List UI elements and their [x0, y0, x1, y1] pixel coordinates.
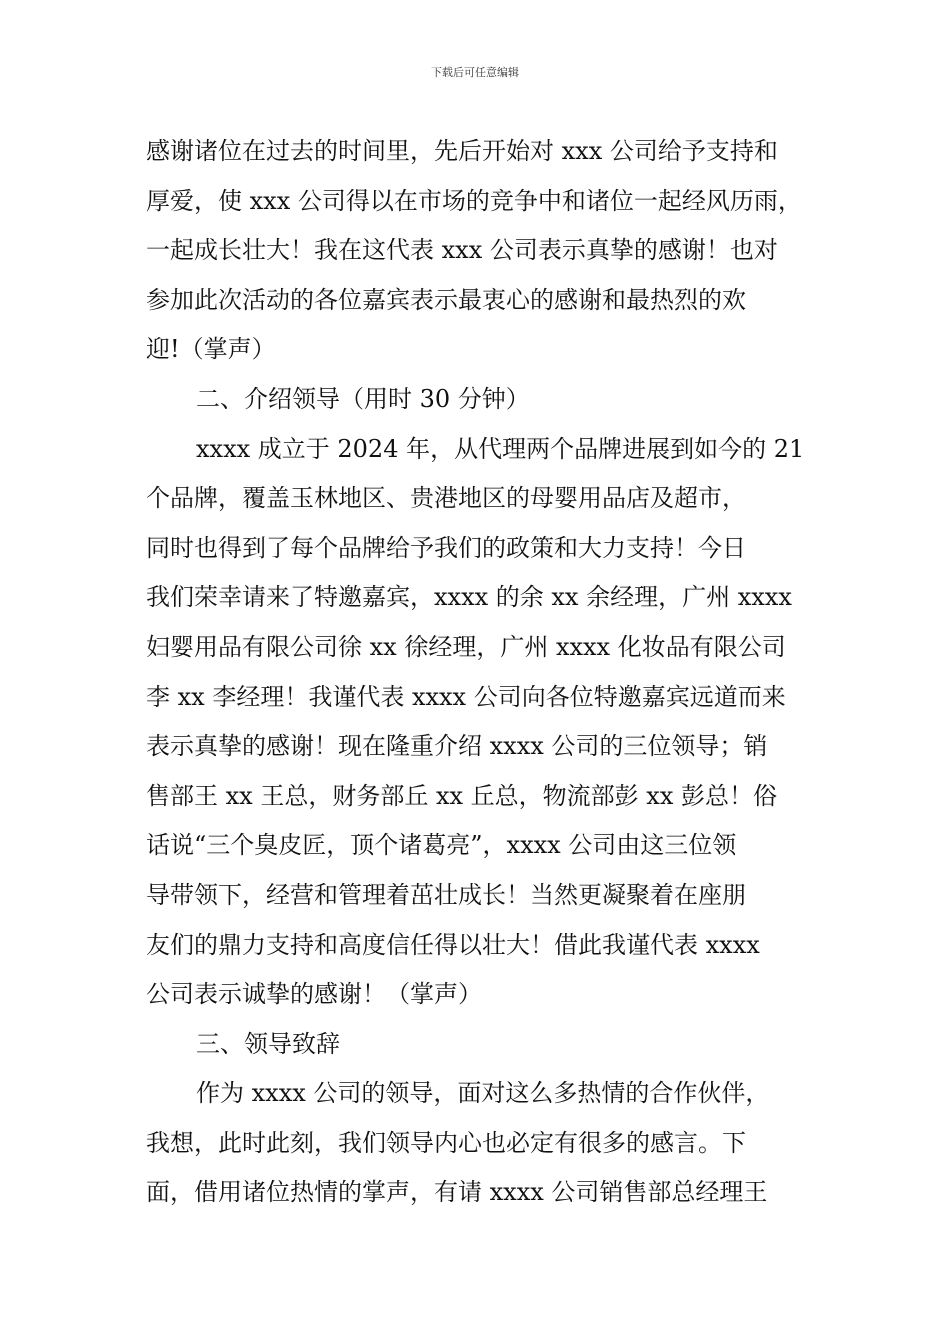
text-line: 售部王 xx 王总，财务部丘 xx 丘总，物流部彭 xx 彭总！俗: [146, 781, 777, 810]
text-line: 三、领导致辞: [196, 1029, 340, 1058]
text-line: 作为 xxxx 公司的领导，面对这么多热情的合作伙伴，: [196, 1079, 770, 1108]
text-line: 面，借用诸位热情的掌声，有请 xxxx 公司销售部总经理王: [146, 1178, 768, 1207]
text-line: 话说“三个臭皮匠，顶个诸葛亮”，xxxx 公司由这三位领: [146, 831, 737, 860]
text-line: 一起成长壮大！我在这代表 xxx 公司表示真挚的感谢！也对: [146, 236, 778, 265]
text-line: 我们荣幸请来了特邀嘉宾，xxxx 的余 xx 余经理，广州 xxxx: [146, 583, 792, 612]
text-line: 妇婴用品有限公司徐 xx 徐经理，广州 xxxx 化妆品有限公司: [146, 632, 786, 661]
text-line: 感谢诸位在过去的时间里，先后开始对 xxx 公司给予支持和: [146, 137, 778, 165]
text-line: 导带领下，经营和管理着茁壮成长！当然更凝聚着在座朋: [146, 880, 746, 909]
text-line: 表示真挚的感谢！现在隆重介绍 xxxx 公司的三位领导；销: [146, 732, 768, 761]
text-line: xxxx 成立于 2024 年，从代理两个品牌进展到如今的 21: [196, 434, 805, 463]
text-line: 同时也得到了每个品牌给予我们的政策和大力支持！今日: [146, 533, 746, 562]
text-line: 厚爱，使 xxx 公司得以在市场的竞争中和诸位一起经风历雨，: [146, 186, 802, 215]
text-line: 二、介绍领导（用时 30 分钟）: [196, 384, 530, 413]
text-line: 李 xx 李经理！我谨代表 xxxx 公司向各位特邀嘉宾远道而来: [146, 682, 786, 711]
text-line: 迎!（掌声）: [146, 335, 276, 364]
document-body: [146, 127, 816, 1218]
text-line: 参加此次活动的各位嘉宾表示最衷心的感谢和最热烈的欢: [146, 285, 746, 314]
text-line: 我想，此时此刻，我们领导内心也必定有很多的感言。下: [146, 1128, 746, 1157]
text-line: 友们的鼎力支持和高度信任得以壮大！借此我谨代表 xxxx: [146, 930, 760, 959]
text-line: 公司表示诚挚的感谢！（掌声）: [146, 980, 482, 1009]
text-line: 个品牌，覆盖玉林地区、贵港地区的母婴用品店及超市，: [146, 484, 746, 513]
page-header-note: 下载后可任意编辑: [431, 66, 519, 79]
